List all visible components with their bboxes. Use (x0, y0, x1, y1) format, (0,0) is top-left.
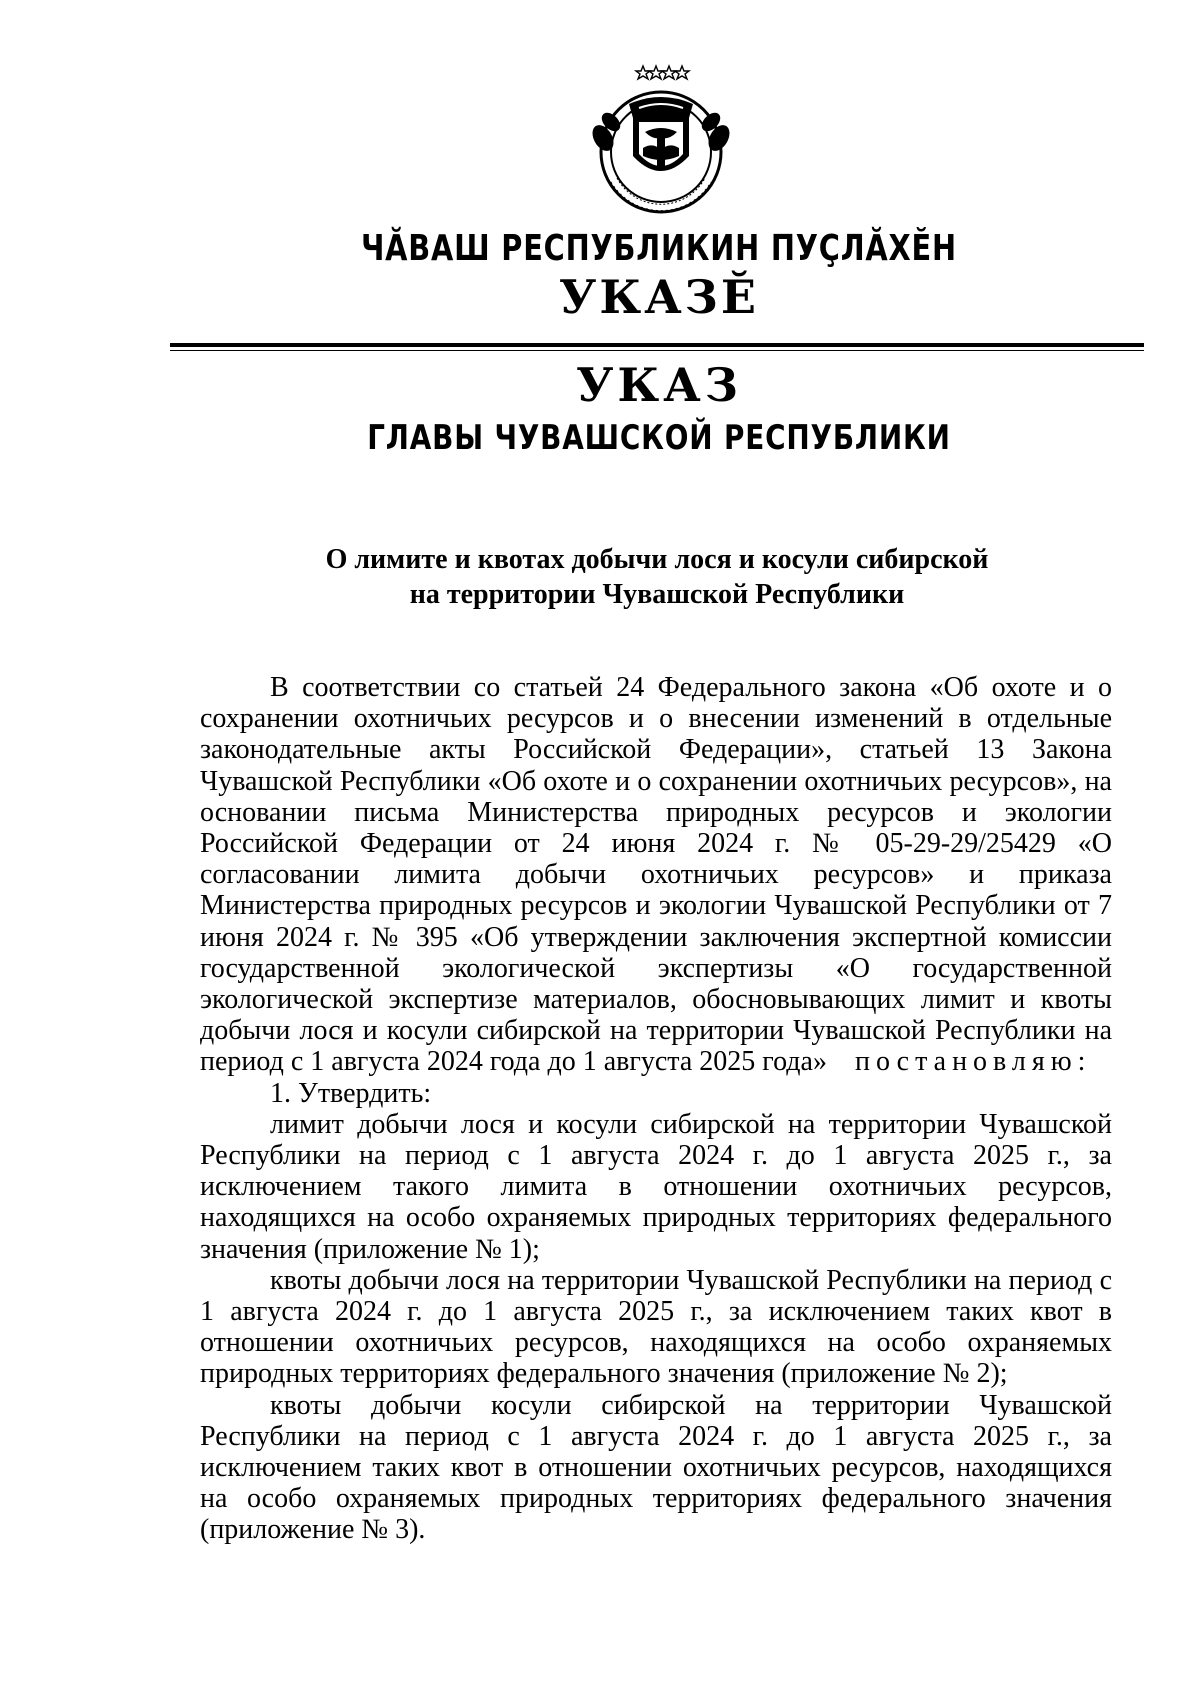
header-divider-thick (170, 343, 1144, 347)
header-divider-thin (170, 350, 1144, 351)
item-1-heading: 1. Утвердить: (270, 1077, 432, 1109)
decree-word: постановляю: (854, 1046, 1092, 1078)
document-title-line-2: на территории Чувашской Республики (409, 579, 905, 610)
item-1-paragraph-1: лимит добычи лося и косули сибирской на территории Чувашской Республики на период с 1 августа 2024 г. до 1 августа 2025 г., за исключением такого лимита в отношении охотничьих ресурсов, находящихся на особо охраняемых природных территориях федерального значения (приложение № 1); (200, 1108, 1112, 1265)
chuvash-heading-line-2: УКАЗӖ (559, 270, 759, 324)
document-title-line-1: О лимите и квотах добычи лося и косули сибирской (325, 544, 989, 575)
item-1-paragraph-3: квоты добычи косули сибирской на территории Чувашской Республики на период с 1 августа 2024 г. до 1 августа 2025 г., за исключением таких квот в отношении охотничьих ресурсов, находящихся на особо охраняемых природных территориях федерального значения (приложение № 3). (200, 1389, 1112, 1546)
coat-of-arms-icon (581, 60, 741, 220)
document-title (170, 542, 1144, 612)
russian-heading-line-2: ГЛАВЫ ЧУВАШСКОЙ РЕСПУБЛИКИ (367, 418, 951, 458)
chuvash-heading-line-1: ЧӐВАШ РЕСПУБЛИКИН ПУҪЛӐХӖН (361, 228, 957, 269)
preamble-paragraph (200, 672, 1112, 1078)
russian-heading-line-1: УКАЗ (576, 358, 742, 412)
document-body (200, 672, 1112, 1546)
preamble-text: В соответствии со статьей 24 Федерального закона «Об охоте и о сохранении охотничьих ресурсов и о внесении изменений в отдельные законодательные акты Российской Федерации», статьей 13 Закона Чувашской Республики «Об охоте и о сохранении охотничьих ресурсов», на основании письма Министерства природных ресурсов и экологии Российской Федерации от 24 июня 2024 г. № 05-29-29/25429 «О согласовании лимита добычи охотничьих ресурсов» и приказа Министерства природных ресурсов и экологии Чувашской Республики от 7 июня 2024 г. № 395 «Об утверждении заключения экспертной комиссии государственной экологической экспертизы «О государственной экологической экспертизе материалов, обосновывающих лимит и квоты добычи лося и косули сибирской на территории Чувашской Республики на период с 1 августа 2024 года до 1 августа 2025 года» (200, 672, 1112, 1078)
item-1-paragraph-2: квоты добычи лося на территории Чувашской Республики на период с 1 августа 2024 г. до 1 августа 2025 г., за исключением таких квот в отношении охотничьих ресурсов, находящихся на особо охраняемых природных территориях федерального значения (приложение № 2); (200, 1264, 1112, 1390)
